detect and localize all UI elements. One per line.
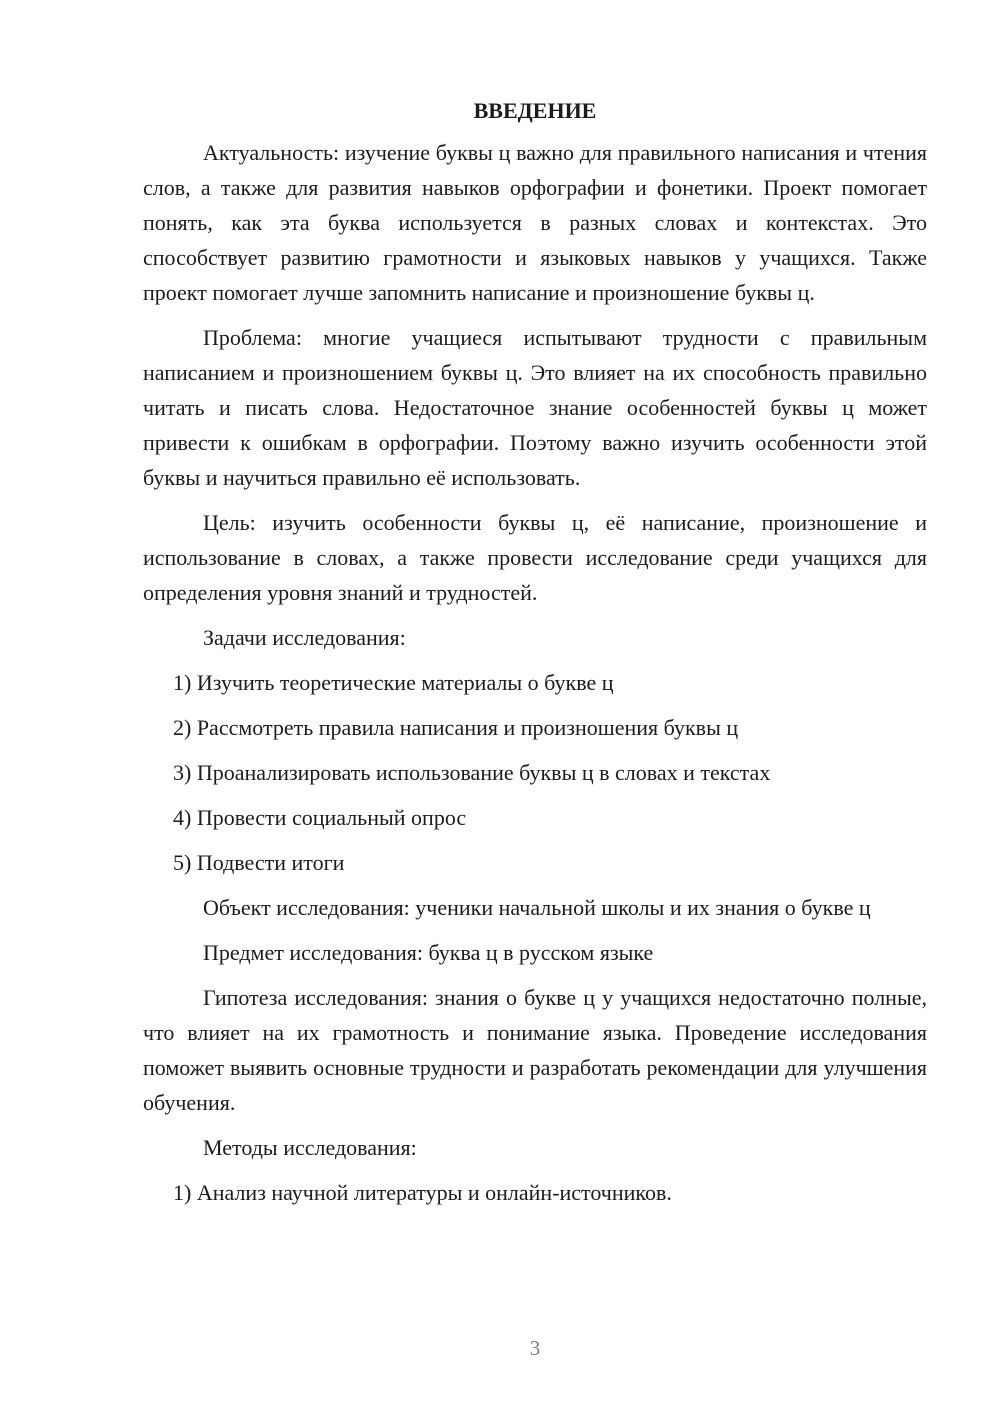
problem-paragraph: Проблема: многие учащиеся испытывают трудности с правильным написанием и произношением буквы ц. Это влияет на их способность правильно читать и писать слова. Недостаточное знание особенностей буквы ц может привести к ошибкам в орфографии. Поэтому важно изучить особенности этой буквы и научиться правильно её использовать.	[143, 325, 927, 490]
relevance-paragraph: Актуальность: изучение буквы ц важно для правильного написания и чтения слов, а также для развития навыков орфографии и фонетики. Проект помогает понять, как эта буква используется в разных словах и контекстах. Это способствует развитию грамотности и языковых навыков у учащихся. Также проект помогает лучше запомнить написание и произношение буквы ц.	[143, 140, 927, 305]
goal-paragraph: Цель: изучить особенности буквы ц, её написание, произношение и использование в словах, а также провести исследование среди учащихся для определения уровня знаний и трудностей.	[143, 510, 927, 605]
task-item-1: 1) Изучить теоретические материалы о букве ц	[173, 670, 614, 695]
object-paragraph: Объект исследования: ученики начальной школы и их знания о букве ц	[203, 895, 871, 920]
subject-paragraph: Предмет исследования: буква ц в русском языке	[203, 940, 654, 965]
page-content	[143, 97, 927, 1220]
methods-heading: Методы исследования:	[203, 1135, 417, 1160]
page-number: 3	[529, 1336, 541, 1360]
hypothesis-paragraph: Гипотеза исследования: знания о букве ц у учащихся недостаточно полные, что влияет на их грамотность и понимание языка. Проведение исследования поможет выявить основные трудности и разработать рекомендации для улучшения обучения.	[143, 985, 927, 1115]
task-item-4: 4) Провести социальный опрос	[173, 805, 467, 830]
task-item-2: 2) Рассмотреть правила написания и произношения буквы ц	[173, 715, 739, 740]
page-title: ВВЕДЕНИЕ	[473, 98, 597, 123]
method-item-1: 1) Анализ научной литературы и онлайн-источников.	[173, 1180, 672, 1205]
task-item-3: 3) Проанализировать использование буквы ц в словах и текстах	[173, 760, 771, 785]
tasks-heading: Задачи исследования:	[203, 625, 406, 650]
task-item-5: 5) Подвести итоги	[173, 850, 345, 875]
